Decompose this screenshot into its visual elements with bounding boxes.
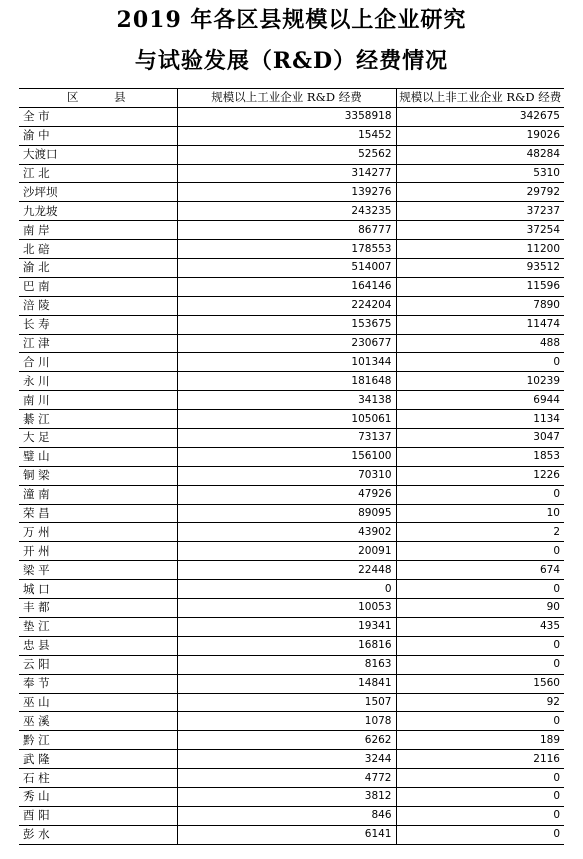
district-name-cell: 开 州: [19, 542, 177, 561]
table-row: [19, 655, 564, 674]
industrial-rd-cell: 224204: [177, 296, 396, 315]
district-name-cell: 秀 山: [19, 787, 177, 806]
district-name-cell: 黔 江: [19, 731, 177, 750]
industrial-rd-cell: 3358918: [177, 107, 396, 126]
table-row: [19, 769, 564, 788]
table-row: [19, 107, 564, 126]
industrial-rd-cell: 178553: [177, 240, 396, 259]
nonindustrial-rd-cell: 1560: [396, 674, 564, 693]
nonindustrial-rd-cell: 0: [396, 353, 564, 372]
table-row: [19, 731, 564, 750]
industrial-rd-cell: 52562: [177, 145, 396, 164]
nonindustrial-rd-cell: 1134: [396, 410, 564, 429]
nonindustrial-rd-cell: 37254: [396, 221, 564, 240]
district-name-cell: 南 川: [19, 391, 177, 410]
table-row: [19, 259, 564, 278]
district-name-cell: 巫 溪: [19, 712, 177, 731]
page-title-line1: 2019 年各区县规模以上企业研究: [116, 7, 467, 33]
industrial-rd-cell: 89095: [177, 504, 396, 523]
table-row: [19, 580, 564, 599]
industrial-rd-cell: 16816: [177, 636, 396, 655]
nonindustrial-rd-cell: 2116: [396, 750, 564, 769]
table-row: [19, 183, 564, 202]
industrial-rd-cell: 20091: [177, 542, 396, 561]
district-name-cell: 大 足: [19, 429, 177, 448]
nonindustrial-rd-cell: 189: [396, 731, 564, 750]
nonindustrial-rd-cell: 674: [396, 561, 564, 580]
nonindustrial-rd-cell: 3047: [396, 429, 564, 448]
nonindustrial-rd-cell: 0: [396, 825, 564, 844]
industrial-rd-cell: 164146: [177, 277, 396, 296]
header-district: 区 县: [19, 89, 177, 108]
table-row: [19, 296, 564, 315]
nonindustrial-rd-cell: 19026: [396, 126, 564, 145]
industrial-rd-cell: 43902: [177, 523, 396, 542]
table-row: [19, 240, 564, 259]
table-row: [19, 277, 564, 296]
table-row: [19, 617, 564, 636]
industrial-rd-cell: 3812: [177, 787, 396, 806]
industrial-rd-cell: 314277: [177, 164, 396, 183]
district-name-cell: 奉 节: [19, 674, 177, 693]
district-name-cell: 忠 县: [19, 636, 177, 655]
table-row: [19, 429, 564, 448]
table-row: [19, 145, 564, 164]
district-name-cell: 江 津: [19, 334, 177, 353]
industrial-rd-cell: 230677: [177, 334, 396, 353]
industrial-rd-cell: 514007: [177, 259, 396, 278]
table-row: [19, 599, 564, 618]
industrial-rd-cell: 1507: [177, 693, 396, 712]
table-row: [19, 636, 564, 655]
table-row: [19, 126, 564, 145]
nonindustrial-rd-cell: 1853: [396, 447, 564, 466]
table-row: [19, 164, 564, 183]
industrial-rd-cell: 14841: [177, 674, 396, 693]
table-row: [19, 806, 564, 825]
district-name-cell: 全 市: [19, 107, 177, 126]
industrial-rd-cell: 73137: [177, 429, 396, 448]
header-nonindustrial-rd: 规模以上非工业企业 R&D 经费: [396, 89, 564, 108]
nonindustrial-rd-cell: 2: [396, 523, 564, 542]
industrial-rd-cell: 15452: [177, 126, 396, 145]
nonindustrial-rd-cell: 11474: [396, 315, 564, 334]
district-name-cell: 綦 江: [19, 410, 177, 429]
nonindustrial-rd-cell: 37237: [396, 202, 564, 221]
district-name-cell: 石 柱: [19, 769, 177, 788]
district-name-cell: 酉 阳: [19, 806, 177, 825]
district-name-cell: 涪 陵: [19, 296, 177, 315]
industrial-rd-cell: 243235: [177, 202, 396, 221]
district-name-cell: 九龙坡: [19, 202, 177, 221]
district-name-cell: 南 岸: [19, 221, 177, 240]
industrial-rd-cell: 1078: [177, 712, 396, 731]
district-name-cell: 万 州: [19, 523, 177, 542]
district-name-cell: 武 隆: [19, 750, 177, 769]
industrial-rd-cell: 0: [177, 580, 396, 599]
table-row: [19, 391, 564, 410]
district-name-cell: 渝 北: [19, 259, 177, 278]
table-header: [19, 89, 564, 108]
nonindustrial-rd-cell: 48284: [396, 145, 564, 164]
table-row: [19, 466, 564, 485]
industrial-rd-cell: 105061: [177, 410, 396, 429]
district-name-cell: 合 川: [19, 353, 177, 372]
table-row: [19, 372, 564, 391]
table-body: [19, 107, 564, 844]
industrial-rd-cell: 181648: [177, 372, 396, 391]
industrial-rd-cell: 47926: [177, 485, 396, 504]
table-row: [19, 542, 564, 561]
district-name-cell: 永 川: [19, 372, 177, 391]
rd-expenditure-table: [19, 88, 564, 845]
industrial-rd-cell: 3244: [177, 750, 396, 769]
table-row: [19, 447, 564, 466]
district-name-cell: 大渡口: [19, 145, 177, 164]
industrial-rd-cell: 156100: [177, 447, 396, 466]
nonindustrial-rd-cell: 5310: [396, 164, 564, 183]
table-row: [19, 410, 564, 429]
industrial-rd-cell: 4772: [177, 769, 396, 788]
nonindustrial-rd-cell: 0: [396, 769, 564, 788]
table-row: [19, 523, 564, 542]
district-name-cell: 巴 南: [19, 277, 177, 296]
industrial-rd-cell: 22448: [177, 561, 396, 580]
table-row: [19, 504, 564, 523]
district-name-cell: 璧 山: [19, 447, 177, 466]
industrial-rd-cell: 6141: [177, 825, 396, 844]
nonindustrial-rd-cell: 488: [396, 334, 564, 353]
district-name-cell: 潼 南: [19, 485, 177, 504]
nonindustrial-rd-cell: 0: [396, 636, 564, 655]
district-name-cell: 江 北: [19, 164, 177, 183]
nonindustrial-rd-cell: 0: [396, 580, 564, 599]
nonindustrial-rd-cell: 10239: [396, 372, 564, 391]
industrial-rd-cell: 10053: [177, 599, 396, 618]
industrial-rd-cell: 34138: [177, 391, 396, 410]
table-row: [19, 561, 564, 580]
industrial-rd-cell: 19341: [177, 617, 396, 636]
nonindustrial-rd-cell: 0: [396, 787, 564, 806]
district-name-cell: 梁 平: [19, 561, 177, 580]
table-row: [19, 750, 564, 769]
district-name-cell: 荣 昌: [19, 504, 177, 523]
district-name-cell: 垫 江: [19, 617, 177, 636]
nonindustrial-rd-cell: 0: [396, 542, 564, 561]
table-row: [19, 693, 564, 712]
nonindustrial-rd-cell: 6944: [396, 391, 564, 410]
nonindustrial-rd-cell: 29792: [396, 183, 564, 202]
industrial-rd-cell: 8163: [177, 655, 396, 674]
nonindustrial-rd-cell: 435: [396, 617, 564, 636]
nonindustrial-rd-cell: 1226: [396, 466, 564, 485]
industrial-rd-cell: 153675: [177, 315, 396, 334]
table-row: [19, 787, 564, 806]
page-title-line2: 与试验发展（R&D）经费情况: [134, 48, 449, 74]
district-name-cell: 城 口: [19, 580, 177, 599]
nonindustrial-rd-cell: 0: [396, 485, 564, 504]
district-name-cell: 云 阳: [19, 655, 177, 674]
nonindustrial-rd-cell: 92: [396, 693, 564, 712]
industrial-rd-cell: 6262: [177, 731, 396, 750]
table-row: [19, 712, 564, 731]
district-name-cell: 巫 山: [19, 693, 177, 712]
table-row: [19, 353, 564, 372]
table-row: [19, 221, 564, 240]
industrial-rd-cell: 139276: [177, 183, 396, 202]
district-name-cell: 渝 中: [19, 126, 177, 145]
header-industrial-rd: 规模以上工业企业 R&D 经费: [177, 89, 396, 108]
table-row: [19, 674, 564, 693]
district-name-cell: 沙坪坝: [19, 183, 177, 202]
industrial-rd-cell: 86777: [177, 221, 396, 240]
district-name-cell: 铜 梁: [19, 466, 177, 485]
nonindustrial-rd-cell: 90: [396, 599, 564, 618]
district-name-cell: 长 寿: [19, 315, 177, 334]
district-name-cell: 北 碚: [19, 240, 177, 259]
nonindustrial-rd-cell: 7890: [396, 296, 564, 315]
district-name-cell: 丰 都: [19, 599, 177, 618]
industrial-rd-cell: 70310: [177, 466, 396, 485]
nonindustrial-rd-cell: 11200: [396, 240, 564, 259]
nonindustrial-rd-cell: 10: [396, 504, 564, 523]
district-name-cell: 彭 水: [19, 825, 177, 844]
table-row: [19, 334, 564, 353]
nonindustrial-rd-cell: 342675: [396, 107, 564, 126]
nonindustrial-rd-cell: 0: [396, 655, 564, 674]
nonindustrial-rd-cell: 11596: [396, 277, 564, 296]
industrial-rd-cell: 101344: [177, 353, 396, 372]
nonindustrial-rd-cell: 93512: [396, 259, 564, 278]
table-row: [19, 202, 564, 221]
table-row: [19, 485, 564, 504]
nonindustrial-rd-cell: 0: [396, 806, 564, 825]
nonindustrial-rd-cell: 0: [396, 712, 564, 731]
industrial-rd-cell: 846: [177, 806, 396, 825]
table-row: [19, 315, 564, 334]
table-row: [19, 825, 564, 844]
header-row: [19, 89, 564, 108]
